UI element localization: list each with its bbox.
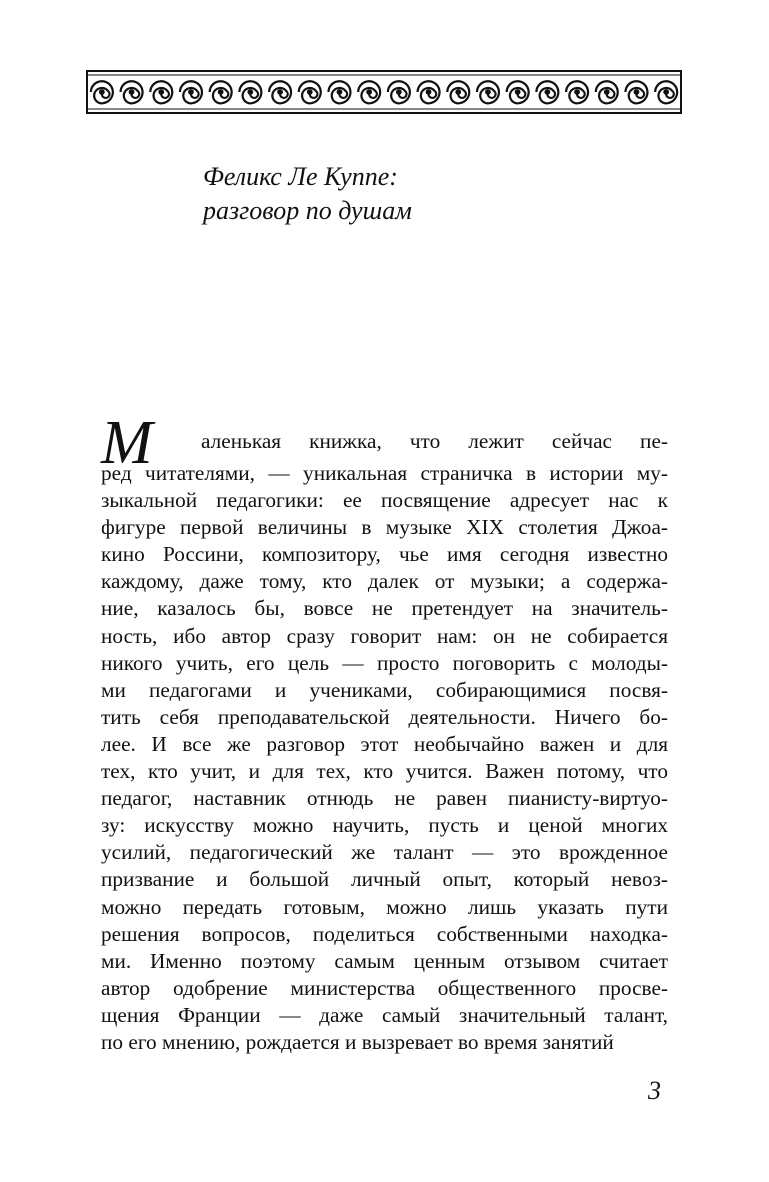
scroll-dot-icon [605, 90, 609, 94]
body-line: тех, кто учит, и для тех, кто учится. Важен потому, что [101, 759, 668, 784]
body-line: никого учить, его цель — просто поговорить с молоды- [101, 650, 668, 675]
chapter-title-line-1: Феликс Ле Куппе: [203, 162, 398, 191]
body-line: зыкальной педагогики: ее посвящение адресует нас к [101, 488, 668, 513]
body-line: ми. Именно поэтому самым ценным отзывом считает [101, 948, 668, 973]
chapter-title [203, 160, 412, 228]
scroll-dot-icon [219, 90, 223, 94]
scroll-dot-icon [427, 90, 431, 94]
body-line: ми педагогами и учениками, собирающимися посвя- [101, 677, 668, 702]
scroll-dot-icon [159, 90, 163, 94]
body-line: ред читателями, — уникальная страничка в истории му- [101, 461, 668, 485]
scroll-dot-icon [397, 90, 401, 94]
body-line: по его мнению, рождается и вызревает во время занятий [101, 1029, 614, 1054]
body-line: ние, казалось бы, вовсе не претендует на значитель- [101, 596, 668, 621]
drop-cap: М [101, 409, 153, 477]
body-line: тить себя преподавательской деятельности. Ничего бо- [101, 704, 668, 729]
body-paragraph [101, 409, 668, 1056]
scroll-dot-icon [130, 90, 134, 94]
scroll-dot-icon [664, 90, 668, 94]
scroll-dot-icon [635, 90, 639, 94]
body-line: лее. И все же разговор этот необычайно важен и для [101, 731, 668, 756]
body-line: усилий, педагогический же талант — это врожденное [101, 840, 668, 865]
body-line: решения вопросов, поделиться собственными находка- [101, 921, 668, 946]
scroll-ornament-band [86, 70, 682, 114]
body-line: щения Франции — даже самый значительный талант, [101, 1002, 668, 1027]
scroll-dot-icon [100, 90, 104, 94]
scroll-dot-icon [456, 90, 460, 94]
body-line: можно передать готовым, можно лишь указать пути [101, 894, 668, 919]
body-line: автор одобрение министерства общественного просве- [101, 975, 668, 1000]
scroll-dot-icon [516, 90, 520, 94]
scroll-dot-icon [308, 90, 312, 94]
body-line: педагог, наставник отнюдь не равен пианисту-виртуо- [101, 786, 668, 811]
chapter-title-line-2: разговор по душам [203, 196, 412, 225]
scroll-dot-icon [367, 90, 371, 94]
body-line: призвание и большой личный опыт, который невоз- [101, 867, 668, 892]
body-line: каждому, даже тому, кто далек от музыки; а содержа- [101, 569, 668, 594]
scroll-dot-icon [338, 90, 342, 94]
scroll-dot-icon [278, 90, 282, 94]
page-number: 3 [648, 1076, 661, 1105]
body-line-text: аленькая книжка, что лежит сейчас пе- [201, 429, 668, 453]
scroll-dot-icon [249, 90, 253, 94]
scroll-dot-icon [546, 90, 550, 94]
body-line: кино Россини, композитору, чье имя сегодня известно [101, 542, 668, 567]
scroll-dot-icon [486, 90, 490, 94]
scroll-dot-icon [575, 90, 579, 94]
scroll-dot-icon [189, 90, 193, 94]
body-line: ность, ибо автор сразу говорит нам: он не собирается [101, 623, 668, 648]
body-line: зу: искусству можно научить, пусть и ценой многих [101, 813, 668, 838]
body-line: фигуре первой величины в музыке XIX столетия Джоа- [101, 515, 668, 540]
